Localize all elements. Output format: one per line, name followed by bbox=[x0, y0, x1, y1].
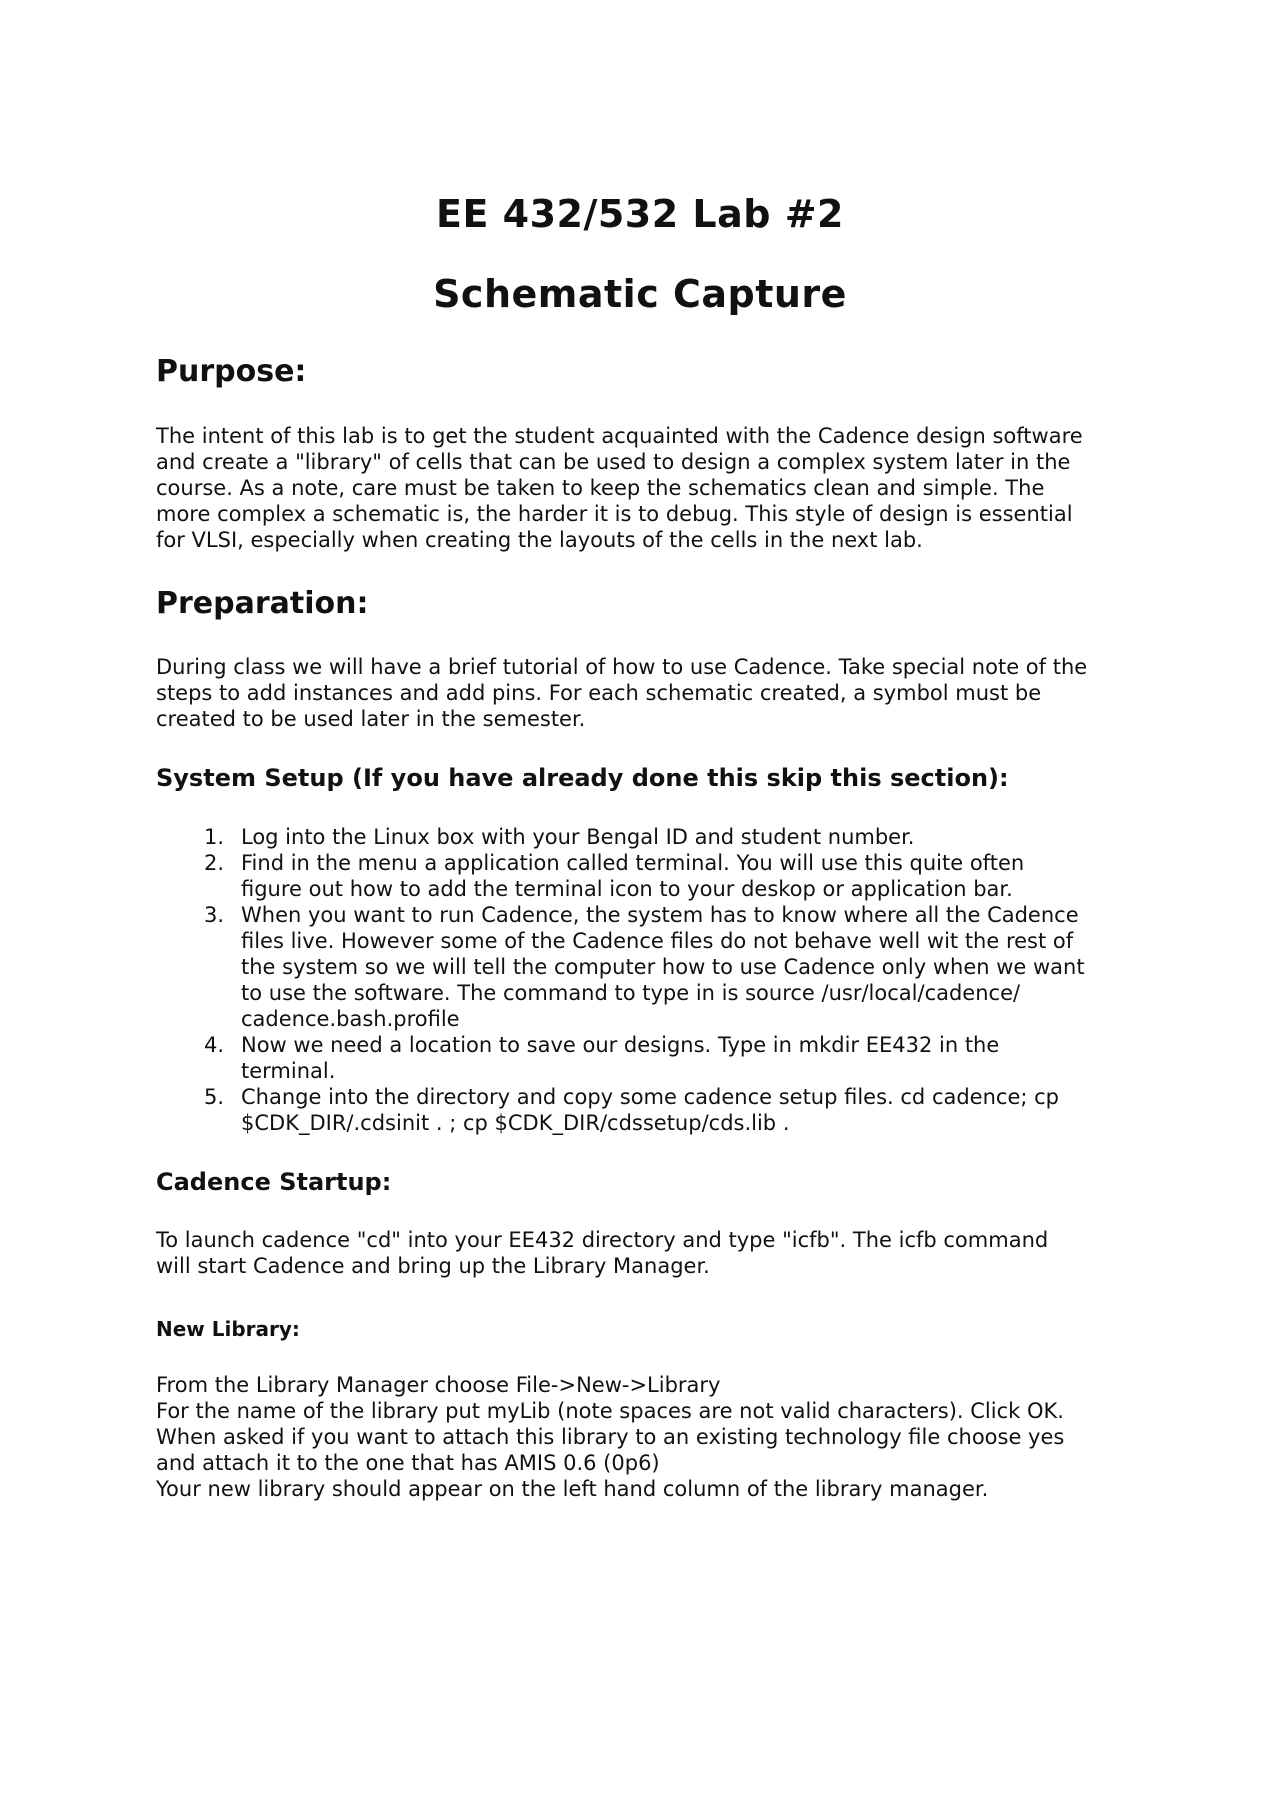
preparation-heading: Preparation: bbox=[156, 586, 369, 621]
list-item bbox=[156, 824, 1156, 850]
text-line: Change into the directory and copy some cadence setup files. cd cadence; cp bbox=[241, 1085, 1060, 1109]
new-library-heading: New Library: bbox=[156, 1317, 300, 1341]
list-item bbox=[156, 1032, 1156, 1084]
new-library-paragraph bbox=[156, 1372, 1156, 1502]
text-line: course. As a note, care must be taken to keep the schematics clean and simple. The bbox=[156, 476, 1045, 500]
text-line: terminal. bbox=[241, 1059, 336, 1083]
text-line: and create a "library" of cells that can be used to design a complex system later in the bbox=[156, 450, 1071, 474]
text-line: The intent of this lab is to get the student acquainted with the Cadence design software bbox=[156, 424, 1083, 448]
text-line: When asked if you want to attach this library to an existing technology file choose yes bbox=[156, 1425, 1065, 1449]
text-line: Find in the menu a application called terminal. You will use this quite often bbox=[241, 851, 1025, 875]
text-line: to use the software. The command to type in is source /usr/local/cadence/ bbox=[241, 981, 1021, 1005]
text-line: Log into the Linux box with your Bengal ID and student number. bbox=[241, 825, 915, 849]
text-line: figure out how to add the terminal icon to your deskop or application bar. bbox=[241, 877, 1013, 901]
text-line: Now we need a location to save our designs. Type in mkdir EE432 in the bbox=[241, 1033, 1000, 1057]
text-line: $CDK_DIR/.cdsinit . ; cp $CDK_DIR/cdssetup/cds.lib . bbox=[241, 1111, 790, 1135]
text-line: cadence.bash.profile bbox=[241, 1007, 460, 1031]
purpose-paragraph bbox=[156, 423, 1156, 553]
text-line: steps to add instances and add pins. For each schematic created, a symbol must be bbox=[156, 681, 1042, 705]
list-number: 3. bbox=[204, 903, 225, 927]
list-number: 1. bbox=[204, 825, 225, 849]
text-line: for VLSI, especially when creating the layouts of the cells in the next lab. bbox=[156, 528, 923, 552]
cadence-startup-paragraph bbox=[156, 1227, 1156, 1279]
text-line: When you want to run Cadence, the system has to know where all the Cadence bbox=[241, 903, 1079, 927]
text-line: files live. However some of the Cadence files do not behave well wit the rest of bbox=[241, 929, 1074, 953]
system-setup-steps bbox=[156, 824, 1156, 1136]
text-line: will start Cadence and bring up the Library Manager. bbox=[156, 1254, 710, 1278]
list-item bbox=[156, 1084, 1156, 1136]
text-line: more complex a schematic is, the harder it is to debug. This style of design is essential bbox=[156, 502, 1073, 526]
list-number: 5. bbox=[204, 1085, 225, 1109]
text-line: To launch cadence "cd" into your EE432 directory and type "icfb". The icfb command bbox=[156, 1228, 1049, 1252]
text-line: Your new library should appear on the left hand column of the library manager. bbox=[156, 1477, 989, 1501]
text-line: the system so we will tell the computer how to use Cadence only when we want bbox=[241, 955, 1085, 979]
document-title: EE 432/532 Lab #2 bbox=[436, 192, 844, 236]
system-setup-heading: System Setup (If you have already done this skip this section): bbox=[156, 764, 1009, 792]
text-line: created to be used later in the semester. bbox=[156, 707, 586, 731]
list-item bbox=[156, 902, 1156, 1032]
document-subtitle: Schematic Capture bbox=[433, 272, 847, 316]
preparation-paragraph bbox=[156, 654, 1156, 732]
text-line: During class we will have a brief tutorial of how to use Cadence. Take special note of the bbox=[156, 655, 1088, 679]
list-item bbox=[156, 850, 1156, 902]
text-line: and attach it to the one that has AMIS 0.6 (0p6) bbox=[156, 1451, 660, 1475]
list-number: 4. bbox=[204, 1033, 225, 1057]
cadence-startup-heading: Cadence Startup: bbox=[156, 1168, 392, 1196]
purpose-heading: Purpose: bbox=[156, 354, 307, 389]
text-line: For the name of the library put myLib (note spaces are not valid characters). Click OK. bbox=[156, 1399, 1064, 1423]
text-line: From the Library Manager choose File->New->Library bbox=[156, 1373, 721, 1397]
list-number: 2. bbox=[204, 851, 225, 875]
